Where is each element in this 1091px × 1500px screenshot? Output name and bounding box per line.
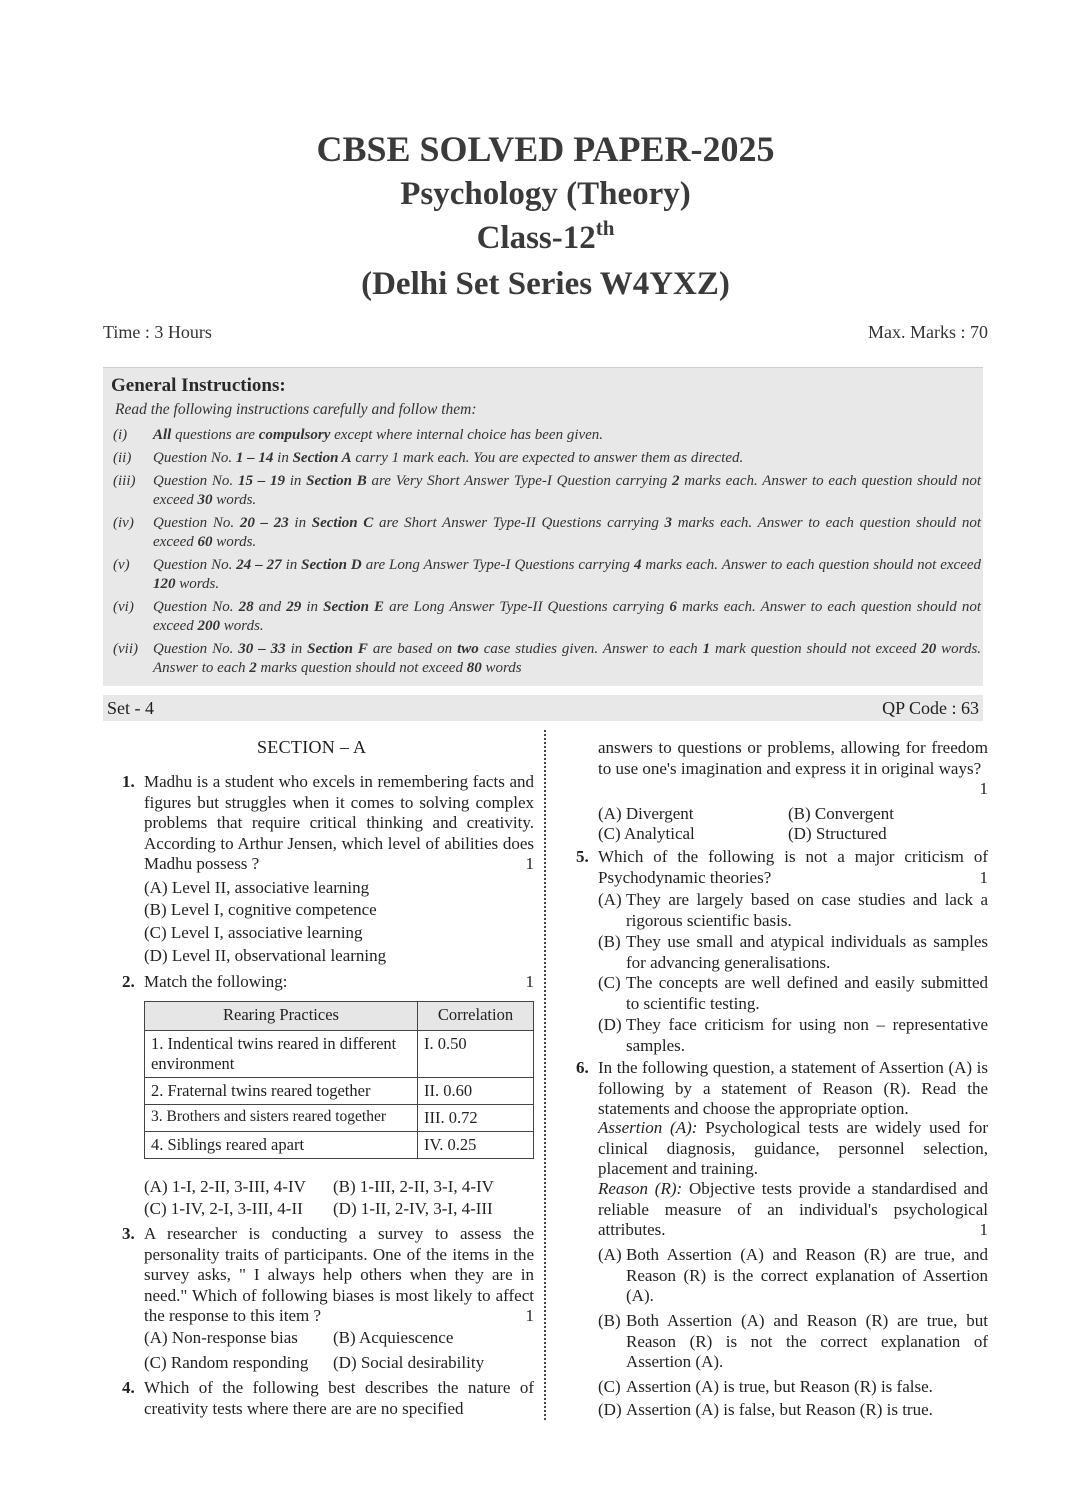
option-b: (B) 1-III, 2-II, 3-I, 4-IV — [333, 1177, 494, 1196]
option-d: (D) Structured — [788, 824, 887, 843]
option-a: (A) 1-I, 2-II, 3-III, 4-IV — [144, 1177, 306, 1196]
set-bar — [103, 695, 983, 721]
instruction-text: Question No. 15 – 19 in Section B are Very Short Answer Type-I Question carrying 2 marks each. Answer to each question should not exceed 30 words. — [153, 473, 982, 508]
assertion-label: Assertion (A): — [598, 1118, 698, 1137]
series-title: (Delhi Set Series W4YXZ) — [361, 266, 730, 302]
instruction-text: All questions are compulsory except where internal choice has been given. — [153, 427, 604, 443]
reason-statement — [598, 1179, 988, 1241]
table-cell: 2. Fraternal twins reared together — [145, 1078, 418, 1105]
question-text: In the following question, a statement of Assertion (A) is following by a statement of Reason (R). Read the statements and choose the appropriate option. — [598, 1058, 988, 1118]
question-4-continued — [598, 738, 988, 800]
option-b — [598, 1311, 988, 1373]
option-text: Both Assertion (A) and Reason (R) are true, but Reason (R) is not the correct explanation of Assertion (A). — [626, 1311, 988, 1371]
table-cell: I. 0.50 — [418, 1031, 534, 1078]
option-label: (B) — [598, 932, 621, 951]
instruction-text: Question No. 20 – 23 in Section C are Short Answer Type-II Questions carrying 3 marks each. Answer to each question should not exceed 60 words. — [153, 515, 982, 550]
option-label: (B) — [598, 1311, 621, 1330]
option-label: (C) — [598, 1377, 621, 1396]
option-text: Both Assertion (A) and Reason (R) are true, and Reason (R) is the correct explanation of Assertion (A). — [626, 1245, 988, 1305]
instruction-number: (vi) — [113, 599, 134, 615]
question-text: answers to questions or problems, allowing for freedom to use one's imagination and express it in original ways? — [598, 738, 988, 778]
option-c: (C) Random responding — [144, 1353, 309, 1372]
option-text: They face criticism for using non – representative samples. — [626, 1015, 988, 1055]
option-a — [598, 1245, 988, 1307]
question-text: Match the following: — [144, 972, 288, 991]
option-d: (D) Level II, observational learning — [144, 946, 387, 965]
reason-label: Reason (R): — [598, 1179, 683, 1198]
instruction-text: Question No. 30 – 33 in Section F are based on two case studies given. Answer to each 1 mark question should not exceed 20 words. Answer to each 2 marks question should not exceed 80 words — [153, 641, 982, 676]
question-5 — [576, 847, 988, 888]
option-a: (A) Divergent — [598, 804, 694, 823]
option-d — [598, 1015, 988, 1056]
table-header-row — [145, 1002, 534, 1031]
class-title — [0, 216, 1091, 257]
general-instructions-box — [103, 367, 983, 686]
max-marks-label: Max. Marks : 70 — [868, 322, 988, 342]
option-text: They use small and atypical individuals as samples for advancing generalisations. — [626, 932, 988, 972]
option-b: (B) Acquiescence — [333, 1328, 454, 1347]
subject-title: Psychology (Theory) — [400, 176, 691, 212]
table-cell: 1. Indentical twins reared in different environment — [145, 1031, 418, 1078]
option-d: (D) 1-II, 2-IV, 3-I, 4-III — [333, 1199, 493, 1218]
option-d — [598, 1400, 988, 1421]
option-c — [598, 973, 988, 1014]
option-b: (B) Level I, cognitive competence — [144, 900, 377, 919]
question-2 — [122, 972, 534, 993]
question-text: Which of the following best describes the nature of creativity tests where there are are no specified — [144, 1378, 534, 1418]
option-label: (A) — [598, 1245, 622, 1264]
set-label: Set - 4 — [107, 698, 154, 718]
reason-text: Objective tests provide a standardised and reliable measure of an individual's psychological attributes. — [598, 1179, 988, 1239]
instruction-text: Question No. 24 – 27 in Section D are Long Answer Type-I Questions carrying 4 marks each. Answer to each question should not exceed 120 words. — [153, 557, 982, 592]
question-number: 1. — [122, 772, 135, 791]
qp-code: QP Code : 63 — [882, 698, 979, 718]
table-header: Correlation — [418, 1002, 534, 1031]
question-marks: 1 — [979, 867, 988, 887]
table-row — [145, 1105, 534, 1132]
rearing-practices-table — [144, 1001, 534, 1159]
question-marks: 1 — [979, 779, 988, 798]
question-text: Which of the following is not a major criticism of Psychodynamic theories? — [598, 847, 988, 887]
option-a: (A) Non-response bias — [144, 1328, 298, 1347]
question-text: A researcher is conducting a survey to assess the personality traits of participants. One of the items in the survey asks, " I always help others when they are in need." Which of following biases is most likely to affect the response to this item ? — [144, 1224, 534, 1325]
question-marks: 1 — [525, 854, 534, 873]
instruction-text: Question No. 1 – 14 in Section A carry 1 mark each. You are expected to answer them as directed. — [153, 450, 744, 466]
question-1 — [122, 772, 534, 875]
instruction-number: (ii) — [113, 450, 132, 466]
option-b — [598, 932, 988, 973]
table-cell: II. 0.60 — [418, 1078, 534, 1105]
instruction-number: (i) — [113, 427, 128, 443]
time-label: Time : 3 Hours — [103, 322, 212, 342]
question-number: 2. — [122, 972, 135, 991]
question-4 — [122, 1378, 534, 1419]
option-text: Assertion (A) is true, but Reason (R) is false. — [626, 1377, 933, 1396]
table-cell: III. 0.72 — [418, 1105, 534, 1132]
instruction-number: (iv) — [113, 515, 134, 531]
instruction-number: (vii) — [113, 641, 138, 657]
option-text: Assertion (A) is false, but Reason (R) is true. — [626, 1400, 933, 1419]
option-text: They are largely based on case studies and lack a rigorous scientific basis. — [626, 890, 988, 930]
option-c — [598, 1377, 988, 1398]
assertion-text: Psychological tests are widely used for clinical diagnosis, guidance, personnel selection, placement and training. — [598, 1118, 988, 1178]
instruction-number: (iii) — [113, 473, 136, 489]
table-row — [145, 1132, 534, 1159]
question-number: 5. — [576, 847, 589, 866]
option-label: (D) — [598, 1015, 622, 1034]
class-label: Class-12 — [476, 220, 596, 256]
table-row — [145, 1078, 534, 1105]
table-cell: 4. Siblings reared apart — [145, 1132, 418, 1159]
table-cell: IV. 0.25 — [418, 1132, 534, 1159]
question-marks: 1 — [979, 1220, 988, 1239]
option-a: (A) Level II, associative learning — [144, 878, 370, 897]
option-label: (D) — [598, 1400, 622, 1419]
table-header: Rearing Practices — [145, 1002, 418, 1031]
table-cell: 3. Brothers and sisters reared together — [145, 1105, 418, 1132]
section-a-title: SECTION – A — [257, 737, 367, 757]
question-number: 4. — [122, 1378, 135, 1397]
option-label: (A) — [598, 890, 622, 909]
instructions-title: General Instructions: — [111, 375, 286, 396]
question-number: 6. — [576, 1058, 589, 1077]
column-divider — [544, 730, 546, 1420]
question-3 — [122, 1224, 534, 1327]
question-marks: 1 — [525, 972, 534, 991]
question-text: Madhu is a student who excels in remembering facts and figures but struggles when it comes to solving complex problems that require critical thinking and creativity. According to Arthur Jensen, which level of abilities does Madhu possess ? — [144, 772, 534, 873]
option-c: (C) Analytical — [598, 824, 695, 843]
option-a — [598, 890, 988, 931]
assertion-statement — [598, 1118, 988, 1180]
option-c: (C) 1-IV, 2-I, 3-III, 4-II — [144, 1199, 303, 1218]
option-label: (C) — [598, 973, 621, 992]
instruction-number: (v) — [113, 557, 130, 573]
question-marks: 1 — [525, 1306, 534, 1325]
option-b: (B) Convergent — [788, 804, 894, 823]
class-superscript: th — [595, 216, 615, 240]
option-d: (D) Social desirability — [333, 1353, 485, 1372]
paper-title: CBSE SOLVED PAPER-2025 — [316, 129, 775, 169]
instructions-subtitle: Read the following instructions carefully and follow them: — [115, 401, 477, 418]
table-row — [145, 1031, 534, 1078]
option-c: (C) Level I, associative learning — [144, 923, 363, 942]
question-6 — [576, 1058, 988, 1120]
instruction-text: Question No. 28 and 29 in Section E are Long Answer Type-II Questions carrying 6 marks each. Answer to each question should not exceed 200 words. — [153, 599, 982, 634]
question-number: 3. — [122, 1224, 135, 1243]
option-text: The concepts are well defined and easily submitted to scientific testing. — [626, 973, 988, 1013]
